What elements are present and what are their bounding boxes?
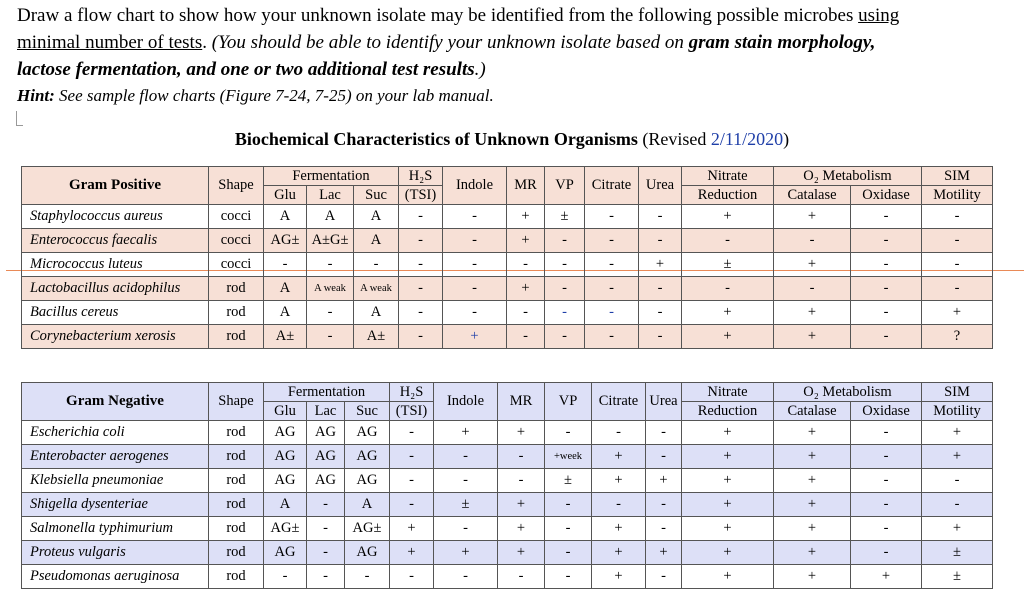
table-row: [22, 301, 993, 325]
fermentation-header: Fermentation: [264, 383, 390, 402]
glu-cell: A: [264, 301, 307, 325]
nitrate-header: Nitrate: [682, 167, 774, 186]
oxidase-cell: -: [851, 469, 922, 493]
mr-cell: +: [507, 205, 545, 229]
organism-name: Escherichia coli: [22, 421, 209, 445]
suc-cell: -: [354, 253, 399, 277]
table-row: [22, 445, 993, 469]
gram-negative-rows: [22, 421, 993, 589]
shape-cell: rod: [209, 277, 264, 301]
nitrate-cell: +: [682, 469, 774, 493]
instruction-bold-italic: gram stain morphology,: [688, 32, 876, 53]
table-row: [22, 565, 993, 589]
lac-cell: -: [307, 301, 354, 325]
urea-cell: -: [646, 421, 682, 445]
glu-cell: AG: [264, 469, 307, 493]
catalase-header: Catalase: [774, 402, 851, 421]
h2s-cell: -: [399, 325, 443, 349]
indole-cell: -: [434, 445, 498, 469]
glu-cell: AG: [264, 541, 307, 565]
table-row: [22, 277, 993, 301]
nitrate-cell: +: [682, 301, 774, 325]
motility-cell: -: [922, 277, 993, 301]
glu-cell: A: [264, 493, 307, 517]
lac-header: Lac: [307, 186, 354, 205]
gram-negative-heading: Gram Negative: [22, 383, 209, 421]
urea-header: Urea: [646, 383, 682, 421]
citrate-cell: +: [592, 541, 646, 565]
nitrate-cell: ±: [682, 253, 774, 277]
instruction-text: .): [474, 59, 486, 80]
catalase-cell: +: [774, 325, 851, 349]
urea-cell: +: [639, 253, 682, 277]
urea-header: Urea: [639, 167, 682, 205]
vp-cell: -: [545, 253, 585, 277]
table-row: [22, 493, 993, 517]
indole-cell: +: [434, 541, 498, 565]
paragraph-mark: [16, 111, 23, 126]
gram-positive-heading: Gram Positive: [22, 167, 209, 205]
table-title-bold: Biochemical Characteristics of Unknown Organisms: [234, 129, 638, 149]
nitrate-cell: +: [682, 565, 774, 589]
shape-cell: cocci: [209, 229, 264, 253]
oxidase-cell: -: [851, 541, 922, 565]
citrate-header: Citrate: [585, 167, 639, 205]
catalase-cell: +: [774, 253, 851, 277]
glu-cell: AG: [264, 445, 307, 469]
instruction-underlined: using: [858, 5, 900, 26]
instruction-italic: (You should be able to identify your unknown isolate based on: [211, 32, 689, 53]
organism-name: Pseudomonas aeruginosa: [22, 565, 209, 589]
mr-cell: +: [507, 277, 545, 301]
h2s-cell: +: [390, 517, 434, 541]
header-row: [22, 167, 993, 186]
hint-text: See sample flow charts (Figure 7-24, 7-25) on your lab manual.: [54, 86, 494, 105]
table-row: [22, 205, 993, 229]
h2s-cell: -: [390, 445, 434, 469]
mr-cell: +: [498, 493, 545, 517]
instruction-text: Draw a flow chart to show how your unknown isolate may be identified from the following possible microbes: [17, 5, 859, 26]
h2s-header: H₂S: [399, 167, 443, 186]
vp-cell: ±: [545, 205, 585, 229]
oxidase-cell: -: [851, 277, 922, 301]
h2s-header: H₂S: [390, 383, 434, 402]
hint-line: [17, 83, 1017, 109]
suc-cell: AG: [345, 469, 390, 493]
table-row: [22, 325, 993, 349]
h2s-cell: +: [390, 541, 434, 565]
shape-cell: rod: [209, 445, 264, 469]
lac-cell: A±G±: [307, 229, 354, 253]
organism-name: Lactobacillus acidophilus: [22, 277, 209, 301]
shape-cell: cocci: [209, 205, 264, 229]
organism-name: Enterobacter aerogenes: [22, 445, 209, 469]
indole-cell: -: [443, 277, 507, 301]
shape-cell: rod: [209, 493, 264, 517]
instructions: [17, 2, 1017, 109]
indole-cell: -: [443, 253, 507, 277]
nitrate-cell: +: [682, 445, 774, 469]
citrate-header: Citrate: [592, 383, 646, 421]
h2s-cell: -: [399, 277, 443, 301]
table-row: [22, 229, 993, 253]
revision-date: 2/11/2020: [710, 129, 784, 149]
table-row: [22, 469, 993, 493]
urea-cell: -: [639, 277, 682, 301]
citrate-cell: -: [585, 253, 639, 277]
glu-cell: A: [264, 205, 307, 229]
organism-name: Shigella dysenteriae: [22, 493, 209, 517]
h2s-cell: -: [399, 205, 443, 229]
indole-cell: -: [434, 469, 498, 493]
citrate-cell: +: [592, 469, 646, 493]
glu-cell: A±: [264, 325, 307, 349]
shape-cell: rod: [209, 517, 264, 541]
instruction-bold-italic: lactose fermentation, and one or two additional test results: [17, 59, 475, 80]
motility-cell: +: [922, 301, 993, 325]
tsi-header: (TSI): [390, 402, 434, 421]
oxidase-cell: -: [851, 493, 922, 517]
lac-cell: -: [307, 493, 345, 517]
organism-name: Proteus vulgaris: [22, 541, 209, 565]
motility-cell: -: [922, 469, 993, 493]
vp-cell: -: [545, 493, 592, 517]
urea-cell: -: [639, 301, 682, 325]
suc-cell: AG: [345, 541, 390, 565]
h2s-cell: -: [399, 253, 443, 277]
vp-header: VP: [545, 167, 585, 205]
motility-cell: -: [922, 253, 993, 277]
vp-cell: ±: [545, 469, 592, 493]
motility-cell: ±: [922, 541, 993, 565]
mr-cell: +: [507, 229, 545, 253]
nitrate-cell: -: [682, 229, 774, 253]
citrate-cell: -: [585, 325, 639, 349]
indole-cell: +: [434, 421, 498, 445]
suc-cell: AG±: [345, 517, 390, 541]
urea-cell: -: [639, 229, 682, 253]
lac-cell: AG: [307, 445, 345, 469]
urea-cell: -: [639, 325, 682, 349]
h2s-cell: -: [399, 229, 443, 253]
suc-cell: A: [354, 205, 399, 229]
indole-cell: -: [443, 301, 507, 325]
h2s-cell: -: [390, 565, 434, 589]
suc-cell: -: [345, 565, 390, 589]
glu-cell: AG±: [264, 517, 307, 541]
lac-cell: -: [307, 565, 345, 589]
citrate-cell: +: [592, 565, 646, 589]
shape-cell: rod: [209, 565, 264, 589]
vp-cell: -: [545, 541, 592, 565]
reduction-header: Reduction: [682, 186, 774, 205]
suc-cell: AG: [345, 421, 390, 445]
nitrate-cell: -: [682, 277, 774, 301]
indole-cell: -: [443, 205, 507, 229]
suc-cell: A±: [354, 325, 399, 349]
motility-cell: +: [922, 517, 993, 541]
table-title-text: (Revised: [637, 129, 711, 149]
sim-header: SIM: [922, 383, 993, 402]
catalase-cell: -: [774, 229, 851, 253]
gram-negative-table: [21, 382, 993, 589]
glu-header: Glu: [264, 402, 307, 421]
gram-positive-table: [21, 166, 993, 349]
vp-cell: -: [545, 421, 592, 445]
catalase-header: Catalase: [774, 186, 851, 205]
organism-name: Corynebacterium xerosis: [22, 325, 209, 349]
lac-cell: AG: [307, 421, 345, 445]
instruction-line-2: [17, 29, 1017, 56]
motility-cell: -: [922, 493, 993, 517]
h2s-cell: -: [390, 421, 434, 445]
table-title-text: ): [783, 129, 790, 149]
catalase-cell: +: [774, 517, 851, 541]
urea-cell: -: [646, 517, 682, 541]
mr-cell: -: [507, 325, 545, 349]
oxidase-header: Oxidase: [851, 402, 922, 421]
citrate-cell: -: [585, 277, 639, 301]
catalase-cell: +: [774, 541, 851, 565]
glu-cell: A: [264, 277, 307, 301]
catalase-cell: +: [774, 493, 851, 517]
lac-cell: -: [307, 253, 354, 277]
oxidase-cell: -: [851, 301, 922, 325]
vp-cell: +week: [545, 445, 592, 469]
motility-cell: -: [922, 205, 993, 229]
suc-cell: A: [345, 493, 390, 517]
organism-name: Klebsiella pneumoniae: [22, 469, 209, 493]
lac-cell: -: [307, 325, 354, 349]
urea-cell: -: [646, 493, 682, 517]
nitrate-header: Nitrate: [682, 383, 774, 402]
h2s-cell: -: [390, 493, 434, 517]
oxidase-cell: -: [851, 517, 922, 541]
citrate-cell: -: [592, 493, 646, 517]
shape-header: Shape: [209, 383, 264, 421]
sim-header: SIM: [922, 167, 993, 186]
vp-cell: -: [545, 277, 585, 301]
motility-cell: -: [922, 229, 993, 253]
shape-header: Shape: [209, 167, 264, 205]
table-row: [22, 421, 993, 445]
instruction-line-1: [17, 2, 1017, 29]
h2s-cell: -: [399, 301, 443, 325]
catalase-cell: +: [774, 565, 851, 589]
oxidase-cell: -: [851, 205, 922, 229]
urea-cell: -: [646, 565, 682, 589]
suc-header: Suc: [345, 402, 390, 421]
hint-label: Hint:: [17, 86, 55, 105]
motility-header: Motility: [922, 186, 993, 205]
indole-header: Indole: [434, 383, 498, 421]
glu-header: Glu: [264, 186, 307, 205]
tsi-header: (TSI): [399, 186, 443, 205]
urea-cell: +: [646, 541, 682, 565]
vp-cell: -: [545, 565, 592, 589]
table-row: [22, 517, 993, 541]
suc-header: Suc: [354, 186, 399, 205]
citrate-cell: +: [592, 445, 646, 469]
shape-cell: rod: [209, 421, 264, 445]
shape-cell: rod: [209, 325, 264, 349]
mr-cell: -: [498, 469, 545, 493]
o2-metabolism-header: O₂ Metabolism: [774, 383, 922, 402]
nitrate-cell: +: [682, 541, 774, 565]
shape-cell: rod: [209, 301, 264, 325]
motility-cell: ±: [922, 565, 993, 589]
indole-cell: ±: [434, 493, 498, 517]
instruction-underlined: minimal number of tests: [17, 32, 203, 53]
glu-cell: AG±: [264, 229, 307, 253]
motility-cell: +: [922, 421, 993, 445]
table-row: [22, 253, 993, 277]
indole-cell: -: [434, 517, 498, 541]
indole-cell: -: [443, 229, 507, 253]
vp-cell: -: [545, 301, 585, 325]
citrate-cell: +: [592, 517, 646, 541]
organism-name: Bacillus cereus: [22, 301, 209, 325]
motility-header: Motility: [922, 402, 993, 421]
indole-cell: -: [434, 565, 498, 589]
vp-cell: -: [545, 517, 592, 541]
nitrate-cell: +: [682, 421, 774, 445]
indole-cell: +: [443, 325, 507, 349]
header-row: [22, 383, 993, 402]
oxidase-cell: -: [851, 253, 922, 277]
nitrate-cell: +: [682, 517, 774, 541]
oxidase-cell: -: [851, 445, 922, 469]
urea-cell: -: [639, 205, 682, 229]
citrate-cell: -: [585, 205, 639, 229]
glu-cell: AG: [264, 421, 307, 445]
urea-cell: -: [646, 445, 682, 469]
mr-cell: +: [498, 541, 545, 565]
lac-cell: A: [307, 205, 354, 229]
lac-cell: A weak: [307, 277, 354, 301]
gram-positive-rows: [22, 205, 993, 349]
mr-cell: -: [498, 445, 545, 469]
organism-name: Salmonella typhimurium: [22, 517, 209, 541]
lac-cell: AG: [307, 469, 345, 493]
catalase-cell: +: [774, 445, 851, 469]
suc-cell: A weak: [354, 277, 399, 301]
motility-cell: ?: [922, 325, 993, 349]
citrate-cell: -: [592, 421, 646, 445]
glu-cell: -: [264, 565, 307, 589]
table-row: [22, 541, 993, 565]
shape-cell: cocci: [209, 253, 264, 277]
organism-name: Enterococcus faecalis: [22, 229, 209, 253]
lac-header: Lac: [307, 402, 345, 421]
mr-cell: -: [507, 301, 545, 325]
nitrate-cell: +: [682, 493, 774, 517]
oxidase-cell: -: [851, 325, 922, 349]
mr-header: MR: [507, 167, 545, 205]
catalase-cell: +: [774, 205, 851, 229]
reduction-header: Reduction: [682, 402, 774, 421]
oxidase-cell: -: [851, 229, 922, 253]
nitrate-cell: +: [682, 205, 774, 229]
glu-cell: -: [264, 253, 307, 277]
mr-cell: +: [498, 421, 545, 445]
mr-header: MR: [498, 383, 545, 421]
suc-cell: A: [354, 229, 399, 253]
oxidase-cell: +: [851, 565, 922, 589]
urea-cell: +: [646, 469, 682, 493]
lac-cell: -: [307, 541, 345, 565]
catalase-cell: -: [774, 277, 851, 301]
table-title: [0, 127, 1024, 151]
catalase-cell: +: [774, 421, 851, 445]
h2s-cell: -: [390, 469, 434, 493]
citrate-cell: -: [585, 301, 639, 325]
indole-header: Indole: [443, 167, 507, 205]
vp-cell: -: [545, 325, 585, 349]
organism-name: Micrococcus luteus: [22, 253, 209, 277]
lac-cell: -: [307, 517, 345, 541]
vp-header: VP: [545, 383, 592, 421]
vp-cell: -: [545, 229, 585, 253]
suc-cell: AG: [345, 445, 390, 469]
nitrate-cell: +: [682, 325, 774, 349]
oxidase-header: Oxidase: [851, 186, 922, 205]
instruction-line-3: [17, 56, 1017, 83]
catalase-cell: +: [774, 469, 851, 493]
mr-cell: -: [498, 565, 545, 589]
oxidase-cell: -: [851, 421, 922, 445]
organism-name: Staphylococcus aureus: [22, 205, 209, 229]
fermentation-header: Fermentation: [264, 167, 399, 186]
shape-cell: rod: [209, 469, 264, 493]
shape-cell: rod: [209, 541, 264, 565]
catalase-cell: +: [774, 301, 851, 325]
instruction-text: .: [202, 32, 212, 53]
o2-metabolism-header: O₂ Metabolism: [774, 167, 922, 186]
mr-cell: +: [498, 517, 545, 541]
mr-cell: -: [507, 253, 545, 277]
citrate-cell: -: [585, 229, 639, 253]
suc-cell: A: [354, 301, 399, 325]
motility-cell: +: [922, 445, 993, 469]
